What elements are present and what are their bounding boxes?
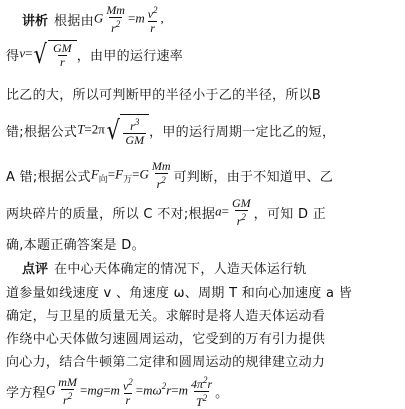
analysis-text-5a: A 错;根据公式 — [6, 170, 91, 185]
formula-force: $F_向=F_万=G$ $\frac{Mm}{r^2}$ — [90, 159, 171, 191]
comment-text-3: 确定，与卫星的质量无关。求解时是将人造天体运动看 — [6, 309, 326, 324]
comment-text-6b: 。 — [215, 386, 229, 401]
comment-line-1 — [6, 258, 401, 277]
comment-line-3 — [6, 305, 401, 324]
analysis-text-1: 根据由 — [54, 14, 94, 29]
comment-text-4: 作绕中心天体做匀速圆周运动，它受到的万有引力提供 — [6, 332, 326, 347]
comment-line-4 — [6, 328, 401, 347]
comment-line-5 — [6, 351, 401, 370]
formula-velocity: v= √ $\frac{GM}{r}$ — [19, 40, 76, 69]
formula-period: T=2π √ $\frac{r^3}{GM}$ — [77, 114, 149, 147]
analysis-text-4b: ，甲的运行周期一定比乙的短， — [149, 125, 336, 140]
analysis-text-6b: ，可知 D 正 — [253, 207, 327, 222]
comment-label: 点评 — [22, 262, 49, 277]
analysis-line-7 — [6, 234, 401, 253]
comment-line-6 — [6, 374, 401, 409]
formula-acceleration: a= $\frac{GM}{r^2}$ — [215, 196, 251, 228]
comment-text-1: 在中心天体确定的情况下，人造天体运行轨 — [54, 262, 307, 277]
analysis-line-1 — [6, 4, 401, 35]
formula-dynamics-equation: G $\frac{mM}{r^2}$ =mg=m $\frac{v^2}{r}$ $=m\omega^2r=m$ $\frac{4\pi^2r}{T^2}$ — [45, 375, 213, 409]
analysis-label: 讲析 — [22, 14, 49, 29]
comment-line-2 — [6, 282, 401, 301]
analysis-text-2b: ，由甲的运行速率 — [76, 49, 184, 64]
analysis-line-4 — [6, 114, 401, 147]
analysis-text-4a: 错;根据公式 — [6, 125, 78, 140]
comment-text-5: 向心力，结合牛顿第二定律和圆周运动的规律建立动力 — [6, 355, 326, 370]
analysis-text-3: 比乙的大，所以可判断甲的半径小于乙的半径，所以B — [6, 88, 322, 103]
analysis-line-6 — [6, 197, 401, 228]
analysis-text-5b: 可判断，由于不知道甲、乙 — [173, 170, 334, 185]
analysis-text-2a: 得 — [6, 49, 20, 64]
analysis-line-3 — [6, 84, 401, 103]
analysis-line-5 — [6, 160, 401, 191]
analysis-line-2 — [6, 40, 401, 69]
formula-gravity-equals-centripetal: G $\frac{Mm}{r^2}$ =m $\frac{v^2}{r}$ , — [93, 3, 164, 35]
comment-text-6a: 学方程 — [6, 386, 46, 401]
analysis-text-6a: 两块碎片的质量，所以 C 不对;根据 — [6, 207, 216, 222]
analysis-text-7: 确,本题正确答案是 D。 — [6, 238, 145, 253]
comment-text-2: 道参量如线速度 v 、角速度 ω、周期 T 和向心加速度 a 皆 — [6, 286, 353, 301]
